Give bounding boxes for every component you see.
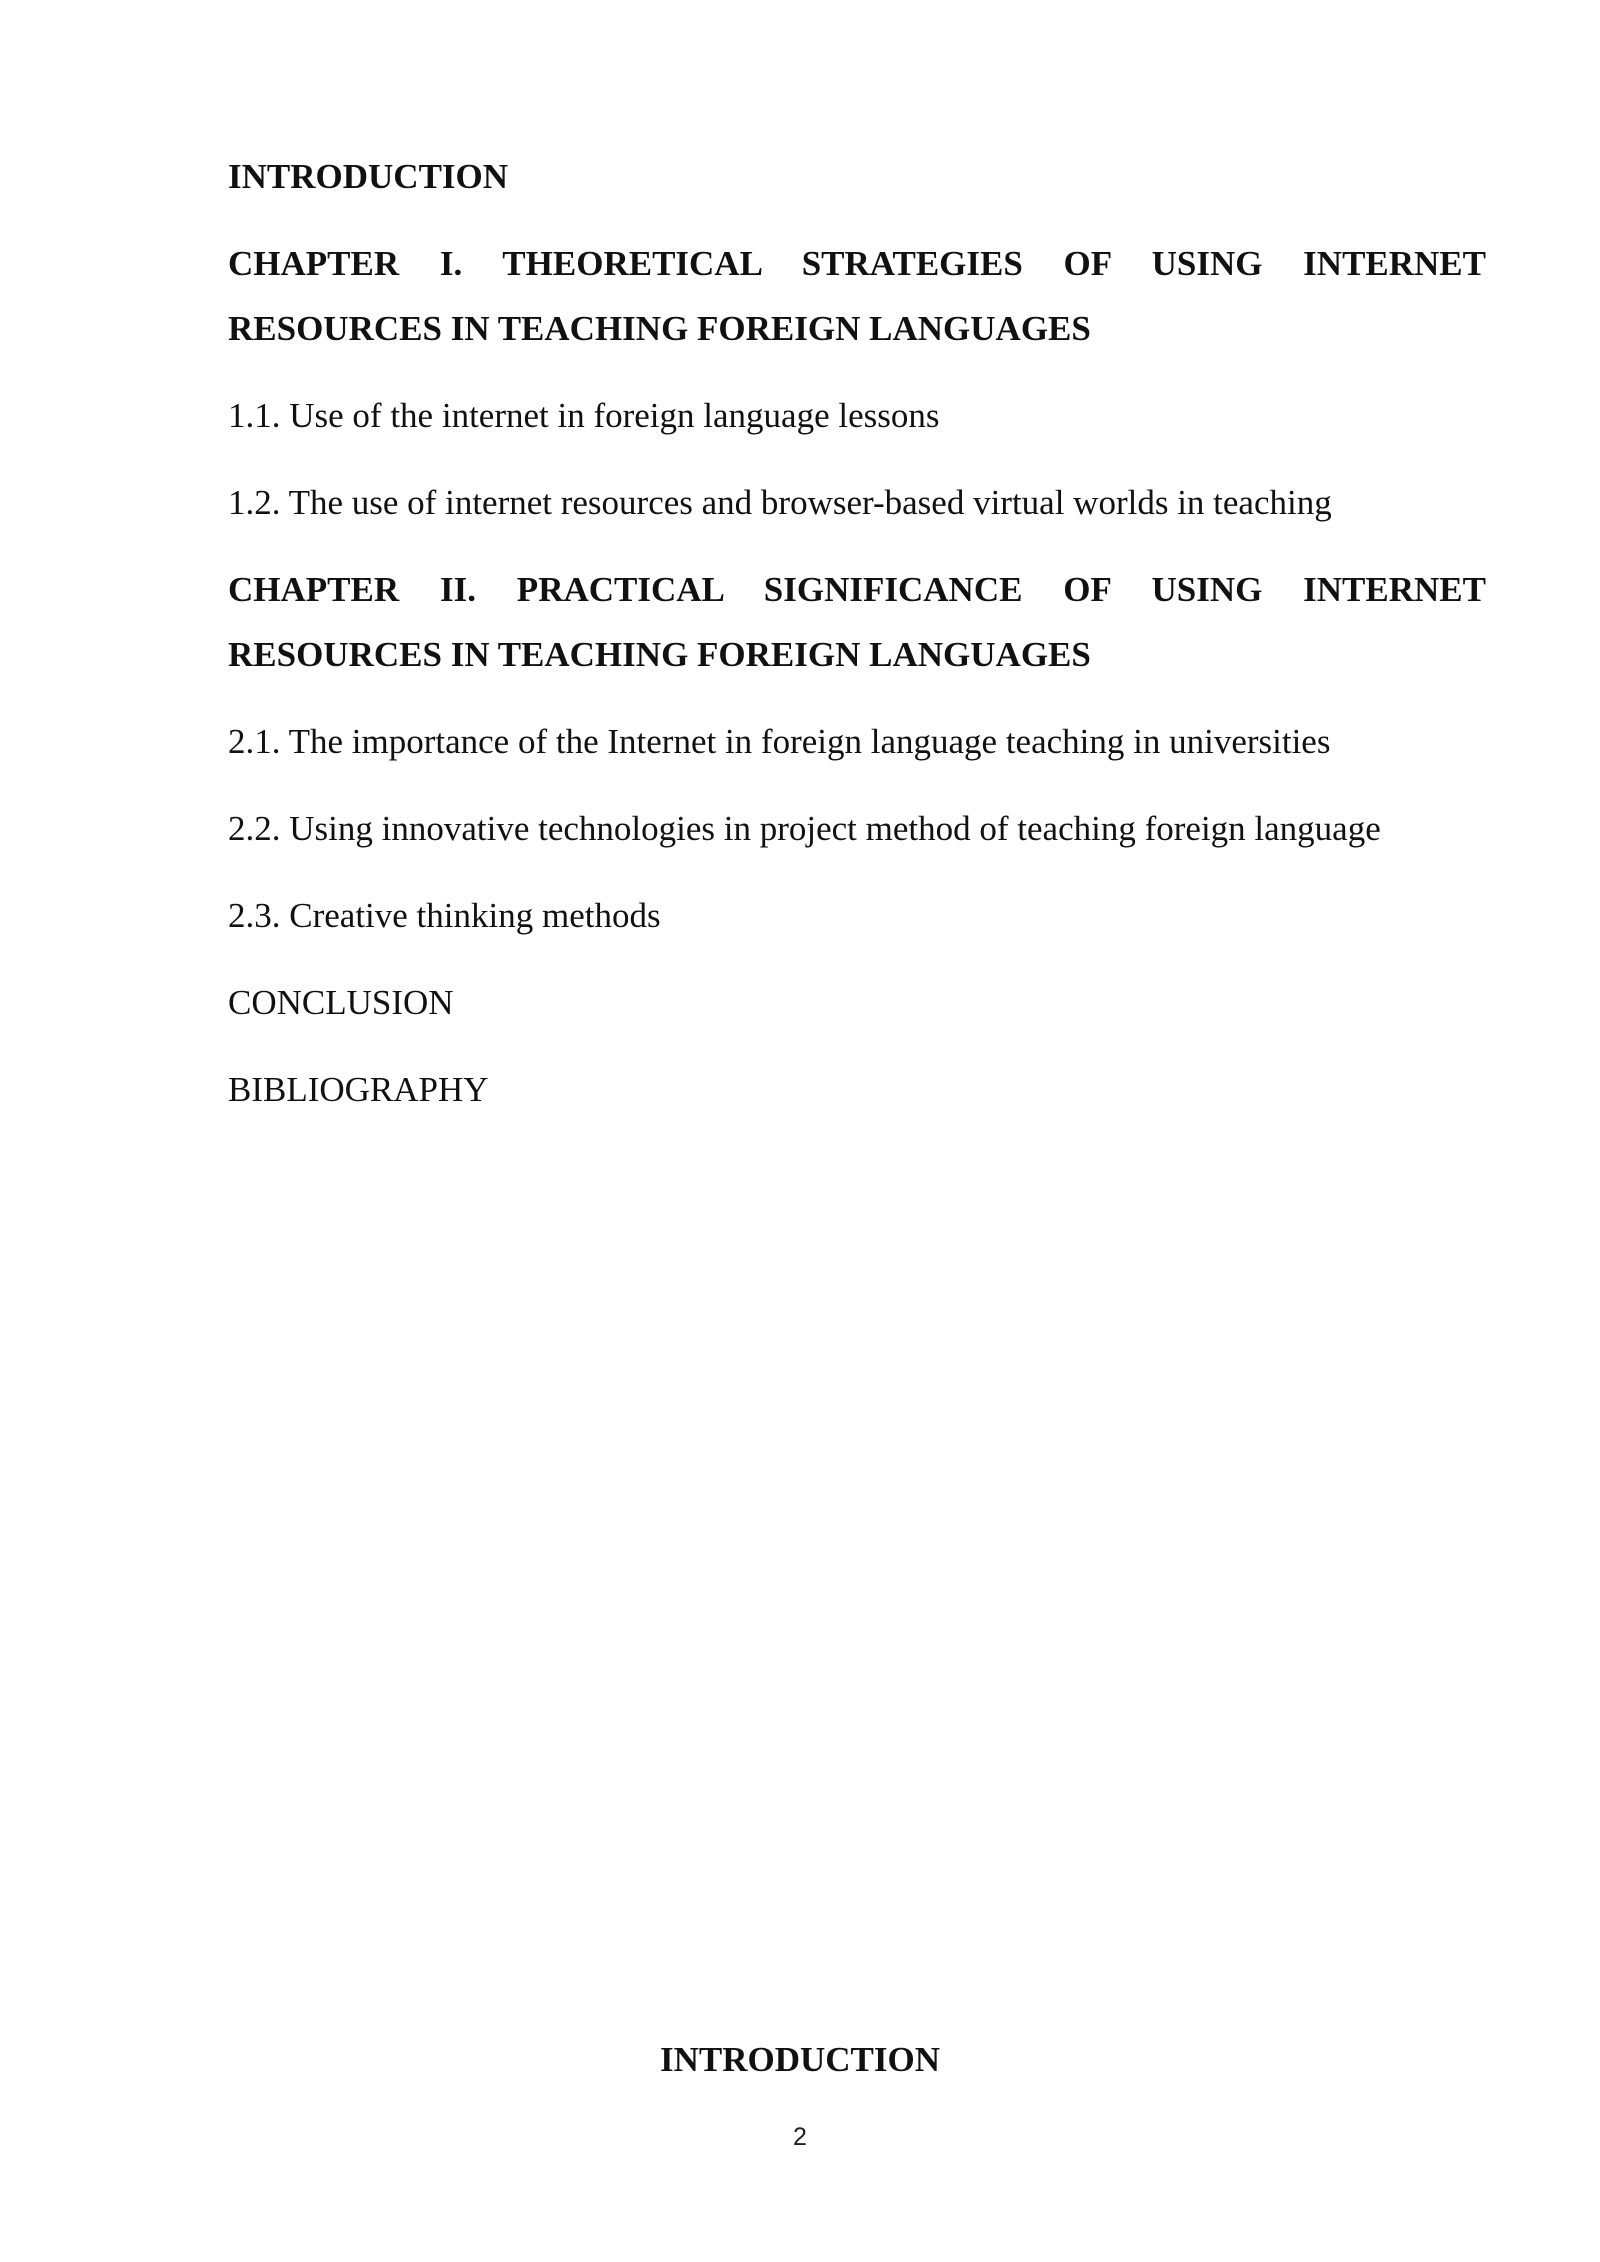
toc-item-2-3: 2.3. Creative thinking methods: [228, 896, 661, 935]
toc-introduction: INTRODUCTION: [228, 157, 509, 196]
toc-bibliography: BIBLIOGRAPHY: [228, 1070, 489, 1109]
page-number: 2: [793, 2123, 807, 2151]
toc-item-2-1: 2.1. The importance of the Internet in foreign language teaching in universities: [228, 722, 1331, 761]
table-of-contents: [228, 144, 1486, 1122]
toc-chapter-1: CHAPTER I. THEORETICAL STRATEGIES OF USING INTERNET RESOURCES IN TEACHING FOREIGN LANGUAGES: [228, 244, 1486, 348]
toc-item-2-2: 2.2. Using innovative technologies in project method of teaching foreign language: [228, 809, 1381, 848]
toc-item-1-2: 1.2. The use of internet resources and browser-based virtual worlds in teaching: [228, 483, 1332, 522]
section-title: INTRODUCTION: [659, 2040, 941, 2079]
toc-conclusion: CONCLUSION: [228, 983, 454, 1022]
toc-chapter-2: CHAPTER II. PRACTICAL SIGNIFICANCE OF USING INTERNET RESOURCES IN TEACHING FOREIGN LANGUAGES: [228, 570, 1486, 674]
toc-item-1-1: 1.1. Use of the internet in foreign language lessons: [228, 396, 940, 435]
